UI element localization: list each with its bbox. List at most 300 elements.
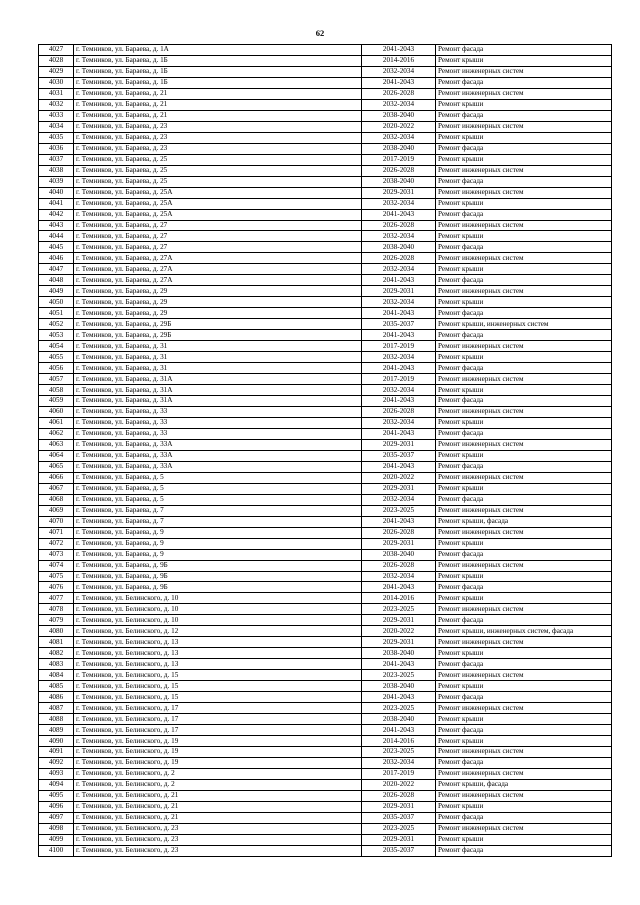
table-row [39, 99, 612, 110]
table-row [39, 768, 612, 779]
period-cell: 2041-2043 [362, 45, 436, 56]
work-type-cell: Ремонт крыши [436, 483, 612, 494]
table-row [39, 527, 612, 538]
period-cell: 2032-2034 [362, 494, 436, 505]
row-number-cell: 4030 [39, 77, 74, 88]
repair-schedule-table [38, 44, 612, 857]
work-type-cell: Ремонт фасада [436, 812, 612, 823]
address-cell: г. Темников, ул. Белинского, д. 10 [74, 593, 362, 604]
work-type-cell: Ремонт инженерных систем [436, 406, 612, 417]
table-row [39, 571, 612, 582]
table-row [39, 692, 612, 703]
address-cell: г. Темников, ул. Бараева, д. 31 [74, 363, 362, 374]
work-type-cell: Ремонт инженерных систем [436, 505, 612, 516]
address-cell: г. Темников, ул. Белинского, д. 23 [74, 823, 362, 834]
table-row [39, 330, 612, 341]
period-cell: 2020-2022 [362, 626, 436, 637]
table-row [39, 209, 612, 220]
period-cell: 2023-2025 [362, 505, 436, 516]
address-cell: г. Темников, ул. Бараева, д. 23 [74, 121, 362, 132]
row-number-cell: 4027 [39, 45, 74, 56]
work-type-cell: Ремонт инженерных систем [436, 187, 612, 198]
period-cell: 2014-2016 [362, 736, 436, 747]
row-number-cell: 4045 [39, 242, 74, 253]
period-cell: 2041-2043 [362, 659, 436, 670]
address-cell: г. Темников, ул. Бараева, д. 9Б [74, 582, 362, 593]
row-number-cell: 4082 [39, 648, 74, 659]
work-type-cell: Ремонт крыши [436, 385, 612, 396]
table-row [39, 176, 612, 187]
table-row [39, 132, 612, 143]
work-type-cell: Ремонт фасада [436, 275, 612, 286]
work-type-cell: Ремонт фасада [436, 757, 612, 768]
work-type-cell: Ремонт фасада [436, 549, 612, 560]
address-cell: г. Темников, ул. Белинского, д. 17 [74, 703, 362, 714]
table-row [39, 110, 612, 121]
address-cell: г. Темников, ул. Белинского, д. 15 [74, 692, 362, 703]
address-cell: г. Темников, ул. Бараева, д. 21 [74, 110, 362, 121]
table-row [39, 626, 612, 637]
address-cell: г. Темников, ул. Бараева, д. 5 [74, 483, 362, 494]
period-cell: 2029-2031 [362, 439, 436, 450]
table-row [39, 812, 612, 823]
table-row [39, 505, 612, 516]
row-number-cell: 4095 [39, 790, 74, 801]
row-number-cell: 4037 [39, 154, 74, 165]
period-cell: 2038-2040 [362, 681, 436, 692]
period-cell: 2038-2040 [362, 714, 436, 725]
work-type-cell: Ремонт крыши [436, 648, 612, 659]
address-cell: г. Темников, ул. Бараева, д. 27 [74, 231, 362, 242]
address-cell: г. Темников, ул. Бараева, д. 9 [74, 538, 362, 549]
address-cell: г. Темников, ул. Бараева, д. 9Б [74, 560, 362, 571]
row-number-cell: 4033 [39, 110, 74, 121]
address-cell: г. Темников, ул. Бараева, д. 29 [74, 286, 362, 297]
table-row [39, 604, 612, 615]
address-cell: г. Темников, ул. Бараева, д. 25А [74, 187, 362, 198]
row-number-cell: 4040 [39, 187, 74, 198]
period-cell: 2032-2034 [362, 571, 436, 582]
address-cell: г. Темников, ул. Белинского, д. 13 [74, 648, 362, 659]
table-row [39, 494, 612, 505]
address-cell: г. Темников, ул. Бараева, д. 33 [74, 428, 362, 439]
table-row [39, 747, 612, 758]
address-cell: г. Темников, ул. Белинского, д. 2 [74, 768, 362, 779]
table-row [39, 88, 612, 99]
work-type-cell: Ремонт фасада [436, 45, 612, 56]
period-cell: 2038-2040 [362, 242, 436, 253]
work-type-cell: Ремонт крыши, фасада [436, 779, 612, 790]
work-type-cell: Ремонт крыши [436, 538, 612, 549]
row-number-cell: 4051 [39, 308, 74, 319]
period-cell: 2035-2037 [362, 319, 436, 330]
table-row [39, 648, 612, 659]
period-cell: 2032-2034 [362, 132, 436, 143]
table-row [39, 703, 612, 714]
address-cell: г. Темников, ул. Бараева, д. 27 [74, 242, 362, 253]
table-row [39, 549, 612, 560]
table-row [39, 264, 612, 275]
address-cell: г. Темников, ул. Белинского, д. 21 [74, 812, 362, 823]
row-number-cell: 4060 [39, 406, 74, 417]
row-number-cell: 4073 [39, 549, 74, 560]
period-cell: 2038-2040 [362, 176, 436, 187]
work-type-cell: Ремонт фасада [436, 845, 612, 856]
table-row [39, 845, 612, 856]
work-type-cell: Ремонт фасада [436, 615, 612, 626]
table-row [39, 308, 612, 319]
row-number-cell: 4031 [39, 88, 74, 99]
work-type-cell: Ремонт крыши [436, 154, 612, 165]
row-number-cell: 4090 [39, 736, 74, 747]
table-row [39, 341, 612, 352]
address-cell: г. Темников, ул. Бараева, д. 33А [74, 439, 362, 450]
work-type-cell: Ремонт фасада [436, 110, 612, 121]
row-number-cell: 4081 [39, 637, 74, 648]
table-row [39, 406, 612, 417]
period-cell: 2032-2034 [362, 264, 436, 275]
table-row [39, 593, 612, 604]
period-cell: 2029-2031 [362, 615, 436, 626]
row-number-cell: 4052 [39, 319, 74, 330]
table-row [39, 757, 612, 768]
period-cell: 2038-2040 [362, 110, 436, 121]
address-cell: г. Темников, ул. Бараева, д. 9Б [74, 571, 362, 582]
table-row [39, 516, 612, 527]
period-cell: 2026-2028 [362, 220, 436, 231]
period-cell: 2023-2025 [362, 604, 436, 615]
period-cell: 2041-2043 [362, 428, 436, 439]
row-number-cell: 4072 [39, 538, 74, 549]
table-row [39, 834, 612, 845]
work-type-cell: Ремонт инженерных систем [436, 472, 612, 483]
address-cell: г. Темников, ул. Бараева, д. 1Б [74, 55, 362, 66]
period-cell: 2020-2022 [362, 779, 436, 790]
table-row [39, 659, 612, 670]
table-row [39, 352, 612, 363]
row-number-cell: 4097 [39, 812, 74, 823]
work-type-cell: Ремонт фасада [436, 494, 612, 505]
row-number-cell: 4083 [39, 659, 74, 670]
row-number-cell: 4088 [39, 714, 74, 725]
table-row [39, 253, 612, 264]
period-cell: 2029-2031 [362, 637, 436, 648]
row-number-cell: 4067 [39, 483, 74, 494]
address-cell: г. Темников, ул. Бараева, д. 31А [74, 396, 362, 407]
row-number-cell: 4079 [39, 615, 74, 626]
row-number-cell: 4064 [39, 450, 74, 461]
work-type-cell: Ремонт крыши [436, 834, 612, 845]
table-row [39, 615, 612, 626]
work-type-cell: Ремонт инженерных систем [436, 88, 612, 99]
table-row [39, 198, 612, 209]
work-type-cell: Ремонт инженерных систем [436, 768, 612, 779]
row-number-cell: 4047 [39, 264, 74, 275]
table-row [39, 385, 612, 396]
row-number-cell: 4069 [39, 505, 74, 516]
work-type-cell: Ремонт крыши [436, 264, 612, 275]
table-row [39, 242, 612, 253]
table-row [39, 714, 612, 725]
row-number-cell: 4080 [39, 626, 74, 637]
work-type-cell: Ремонт инженерных систем [436, 527, 612, 538]
work-type-cell: Ремонт фасада [436, 209, 612, 220]
row-number-cell: 4075 [39, 571, 74, 582]
address-cell: г. Темников, ул. Белинского, д. 19 [74, 757, 362, 768]
row-number-cell: 4091 [39, 747, 74, 758]
address-cell: г. Темников, ул. Бараева, д. 5 [74, 494, 362, 505]
work-type-cell: Ремонт крыши [436, 714, 612, 725]
period-cell: 2041-2043 [362, 692, 436, 703]
table-row [39, 143, 612, 154]
work-type-cell: Ремонт крыши [436, 801, 612, 812]
period-cell: 2026-2028 [362, 790, 436, 801]
address-cell: г. Темников, ул. Бараева, д. 7 [74, 516, 362, 527]
table-row [39, 439, 612, 450]
period-cell: 2041-2043 [362, 77, 436, 88]
address-cell: г. Темников, ул. Бараева, д. 33 [74, 406, 362, 417]
work-type-cell: Ремонт крыши [436, 571, 612, 582]
period-cell: 2029-2031 [362, 286, 436, 297]
period-cell: 2041-2043 [362, 363, 436, 374]
address-cell: г. Темников, ул. Бараева, д. 1Б [74, 77, 362, 88]
row-number-cell: 4065 [39, 461, 74, 472]
row-number-cell: 4100 [39, 845, 74, 856]
address-cell: г. Темников, ул. Бараева, д. 1Б [74, 66, 362, 77]
row-number-cell: 4061 [39, 417, 74, 428]
period-cell: 2035-2037 [362, 845, 436, 856]
period-cell: 2026-2028 [362, 527, 436, 538]
row-number-cell: 4066 [39, 472, 74, 483]
work-type-cell: Ремонт крыши [436, 681, 612, 692]
period-cell: 2023-2025 [362, 703, 436, 714]
address-cell: г. Темников, ул. Бараева, д. 25 [74, 154, 362, 165]
row-number-cell: 4055 [39, 352, 74, 363]
work-type-cell: Ремонт инженерных систем [436, 790, 612, 801]
work-type-cell: Ремонт инженерных систем [436, 341, 612, 352]
period-cell: 2032-2034 [362, 66, 436, 77]
address-cell: г. Темников, ул. Бараева, д. 33А [74, 450, 362, 461]
work-type-cell: Ремонт фасада [436, 176, 612, 187]
work-type-cell: Ремонт крыши, инженерных систем, фасада [436, 626, 612, 637]
work-type-cell: Ремонт инженерных систем [436, 703, 612, 714]
address-cell: г. Темников, ул. Бараева, д. 29Б [74, 330, 362, 341]
period-cell: 2017-2019 [362, 341, 436, 352]
work-type-cell: Ремонт крыши [436, 417, 612, 428]
row-number-cell: 4070 [39, 516, 74, 527]
table-row [39, 77, 612, 88]
row-number-cell: 4093 [39, 768, 74, 779]
address-cell: г. Темников, ул. Белинского, д. 21 [74, 790, 362, 801]
work-type-cell: Ремонт крыши [436, 231, 612, 242]
row-number-cell: 4094 [39, 779, 74, 790]
period-cell: 2032-2034 [362, 385, 436, 396]
work-type-cell: Ремонт инженерных систем [436, 823, 612, 834]
period-cell: 2026-2028 [362, 88, 436, 99]
table-row [39, 560, 612, 571]
address-cell: г. Темников, ул. Бараева, д. 25 [74, 165, 362, 176]
table-row [39, 790, 612, 801]
work-type-cell: Ремонт фасада [436, 582, 612, 593]
row-number-cell: 4077 [39, 593, 74, 604]
period-cell: 2026-2028 [362, 165, 436, 176]
table-row [39, 363, 612, 374]
row-number-cell: 4059 [39, 396, 74, 407]
address-cell: г. Темников, ул. Бараева, д. 29Б [74, 319, 362, 330]
period-cell: 2032-2034 [362, 231, 436, 242]
work-type-cell: Ремонт фасада [436, 308, 612, 319]
row-number-cell: 4057 [39, 374, 74, 385]
address-cell: г. Темников, ул. Бараева, д. 27А [74, 275, 362, 286]
period-cell: 2032-2034 [362, 417, 436, 428]
address-cell: г. Темников, ул. Бараева, д. 21 [74, 99, 362, 110]
work-type-cell: Ремонт инженерных систем [436, 560, 612, 571]
table-row [39, 374, 612, 385]
address-cell: г. Темников, ул. Бараева, д. 21 [74, 88, 362, 99]
table-row [39, 121, 612, 132]
work-type-cell: Ремонт крыши [436, 593, 612, 604]
address-cell: г. Темников, ул. Бараева, д. 9 [74, 527, 362, 538]
table-row [39, 187, 612, 198]
period-cell: 2029-2031 [362, 834, 436, 845]
table-row [39, 736, 612, 747]
table-row [39, 66, 612, 77]
period-cell: 2038-2040 [362, 648, 436, 659]
period-cell: 2032-2034 [362, 99, 436, 110]
work-type-cell: Ремонт инженерных систем [436, 220, 612, 231]
period-cell: 2041-2043 [362, 209, 436, 220]
row-number-cell: 4074 [39, 560, 74, 571]
address-cell: г. Темников, ул. Белинского, д. 13 [74, 659, 362, 670]
address-cell: г. Темников, ул. Бараева, д. 23 [74, 132, 362, 143]
row-number-cell: 4050 [39, 297, 74, 308]
address-cell: г. Темников, ул. Бараева, д. 31 [74, 341, 362, 352]
work-type-cell: Ремонт крыши [436, 198, 612, 209]
address-cell: г. Темников, ул. Бараева, д. 33А [74, 461, 362, 472]
address-cell: г. Темников, ул. Бараева, д. 25 [74, 176, 362, 187]
table-row [39, 417, 612, 428]
period-cell: 2029-2031 [362, 538, 436, 549]
address-cell: г. Темников, ул. Белинского, д. 19 [74, 747, 362, 758]
table-row [39, 538, 612, 549]
table-row [39, 286, 612, 297]
table-row [39, 670, 612, 681]
row-number-cell: 4043 [39, 220, 74, 231]
row-number-cell: 4078 [39, 604, 74, 615]
row-number-cell: 4062 [39, 428, 74, 439]
table-row [39, 45, 612, 56]
work-type-cell: Ремонт фасада [436, 242, 612, 253]
table-row [39, 472, 612, 483]
row-number-cell: 4036 [39, 143, 74, 154]
row-number-cell: 4039 [39, 176, 74, 187]
row-number-cell: 4042 [39, 209, 74, 220]
table-row [39, 165, 612, 176]
period-cell: 2038-2040 [362, 549, 436, 560]
row-number-cell: 4099 [39, 834, 74, 845]
period-cell: 2026-2028 [362, 406, 436, 417]
row-number-cell: 4054 [39, 341, 74, 352]
table-row [39, 801, 612, 812]
row-number-cell: 4046 [39, 253, 74, 264]
period-cell: 2014-2016 [362, 55, 436, 66]
row-number-cell: 4071 [39, 527, 74, 538]
address-cell: г. Темников, ул. Бараева, д. 7 [74, 505, 362, 516]
address-cell: г. Темников, ул. Бараева, д. 29 [74, 297, 362, 308]
work-type-cell: Ремонт инженерных систем [436, 121, 612, 132]
address-cell: г. Темников, ул. Белинского, д. 12 [74, 626, 362, 637]
period-cell: 2041-2043 [362, 461, 436, 472]
period-cell: 2041-2043 [362, 275, 436, 286]
address-cell: г. Темников, ул. Белинского, д. 2 [74, 779, 362, 790]
period-cell: 2017-2019 [362, 154, 436, 165]
period-cell: 2026-2028 [362, 560, 436, 571]
address-cell: г. Темников, ул. Бараева, д. 25А [74, 198, 362, 209]
period-cell: 2032-2034 [362, 757, 436, 768]
row-number-cell: 4041 [39, 198, 74, 209]
period-cell: 2020-2022 [362, 121, 436, 132]
row-number-cell: 4028 [39, 55, 74, 66]
table-row [39, 297, 612, 308]
period-cell: 2023-2025 [362, 823, 436, 834]
row-number-cell: 4029 [39, 66, 74, 77]
address-cell: г. Темников, ул. Белинского, д. 19 [74, 736, 362, 747]
work-type-cell: Ремонт инженерных систем [436, 439, 612, 450]
address-cell: г. Темников, ул. Бараева, д. 31А [74, 374, 362, 385]
address-cell: г. Темников, ул. Белинского, д. 13 [74, 637, 362, 648]
table-row [39, 779, 612, 790]
row-number-cell: 4063 [39, 439, 74, 450]
period-cell: 2035-2037 [362, 450, 436, 461]
work-type-cell: Ремонт инженерных систем [436, 670, 612, 681]
address-cell: г. Темников, ул. Белинского, д. 10 [74, 615, 362, 626]
row-number-cell: 4038 [39, 165, 74, 176]
work-type-cell: Ремонт фасада [436, 692, 612, 703]
work-type-cell: Ремонт фасада [436, 143, 612, 154]
table-row [39, 725, 612, 736]
row-number-cell: 4032 [39, 99, 74, 110]
table-row [39, 396, 612, 407]
row-number-cell: 4096 [39, 801, 74, 812]
address-cell: г. Темников, ул. Бараева, д. 5 [74, 472, 362, 483]
period-cell: 2041-2043 [362, 582, 436, 593]
table-row [39, 483, 612, 494]
row-number-cell: 4034 [39, 121, 74, 132]
work-type-cell: Ремонт фасада [436, 659, 612, 670]
period-cell: 2026-2028 [362, 253, 436, 264]
period-cell: 2041-2043 [362, 396, 436, 407]
period-cell: 2041-2043 [362, 725, 436, 736]
period-cell: 2029-2031 [362, 483, 436, 494]
work-type-cell: Ремонт фасада [436, 363, 612, 374]
row-number-cell: 4089 [39, 725, 74, 736]
table-row [39, 220, 612, 231]
table-row [39, 428, 612, 439]
period-cell: 2017-2019 [362, 374, 436, 385]
work-type-cell: Ремонт фасада [436, 428, 612, 439]
period-cell: 2017-2019 [362, 768, 436, 779]
address-cell: г. Темников, ул. Бараева, д. 31А [74, 385, 362, 396]
work-type-cell: Ремонт фасада [436, 461, 612, 472]
work-type-cell: Ремонт фасада [436, 725, 612, 736]
work-type-cell: Ремонт инженерных систем [436, 165, 612, 176]
address-cell: г. Темников, ул. Бараева, д. 31 [74, 352, 362, 363]
address-cell: г. Темников, ул. Белинского, д. 23 [74, 834, 362, 845]
table-body [39, 45, 612, 857]
work-type-cell: Ремонт крыши [436, 297, 612, 308]
table-row [39, 681, 612, 692]
table-row [39, 154, 612, 165]
